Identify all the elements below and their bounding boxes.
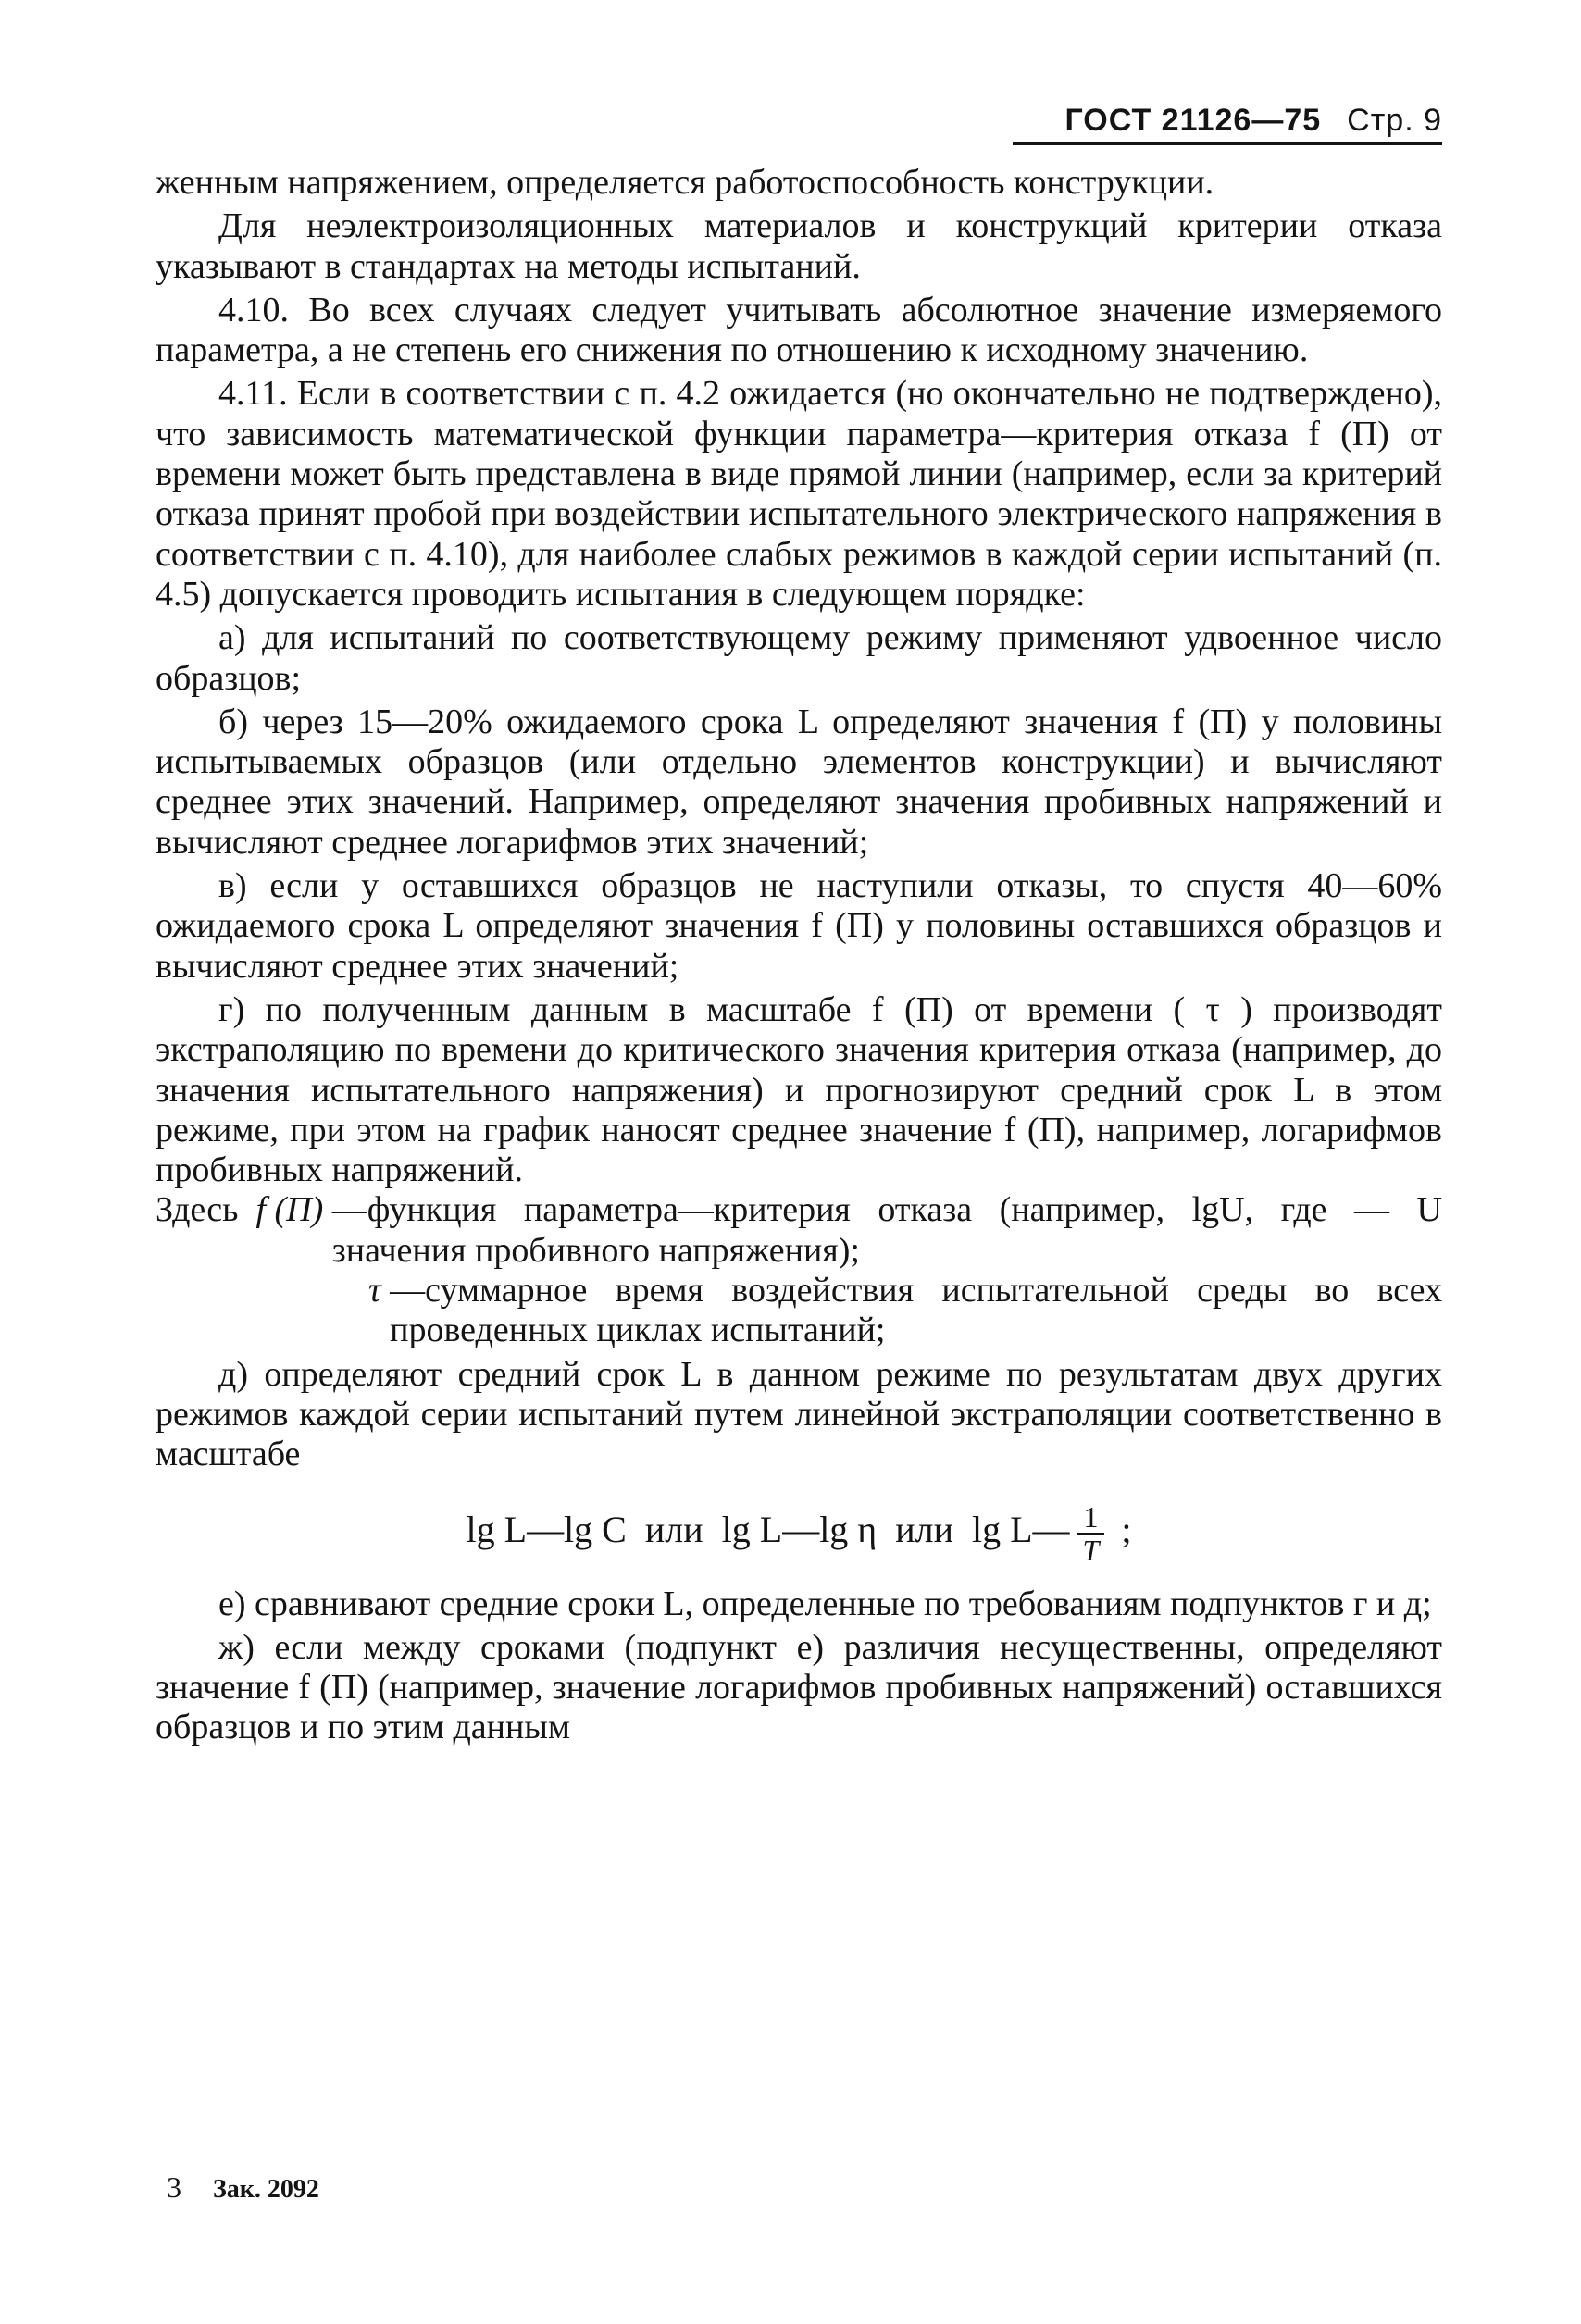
paragraph-criteria: Для неэлектроизоляционных материалов и конструкций критерии отказа указывают в стандартах на методы испытаний.	[156, 206, 1442, 286]
item-b: б) через 15—20% ожидаемого срока L определяют значения f (П) у половины испытываемых образцов (или отдельно элементов конструкции) и вычисляют среднее этих значений. Например, определяют значения пробивных напряжений и вычисляют среднее логарифмов этих значений;	[156, 702, 1442, 862]
formula-end: ;	[1121, 1508, 1132, 1550]
fraction-denominator: T	[1082, 1533, 1100, 1567]
definitions	[156, 1190, 1442, 1350]
definition-symbol-tau: τ	[368, 1271, 381, 1311]
clause-4-11: 4.11. Если в соответствии с п. 4.2 ожидается (но окончательно не подтверждено), что зависимость математической функции параметра—критерия отказа f (П) от времени может быть представлена в виде прямой линии (например, если за критерий отказа принят пробой при воздействии испытательного электрического напряжения в соответствии с п. 4.10), для наиболее слабых режимов в каждой серии испытаний (п. 4.5) допускается проводить испытания в следующем порядке:	[156, 374, 1442, 614]
body-text	[156, 163, 1442, 1748]
sheet-number: 3	[167, 2170, 181, 2204]
formula-or-1: или	[644, 1508, 703, 1550]
clause-4-10: 4.10. Во всех случаях следует учитывать абсолютное значение измеряемого параметра, а не степень его снижения по отношению к исходному значению.	[156, 290, 1442, 370]
formula-part-a: lg L—lg C	[466, 1508, 627, 1550]
item-a: а) для испытаний по соответствующему режиму применяют удвоенное число образцов;	[156, 618, 1442, 698]
formula-scales	[156, 1501, 1442, 1566]
formula-part-b: lg L—lg η	[721, 1508, 878, 1550]
definition-f-text: —функция параметра—критерия отказа (например, lgU, где — U значения пробивного напряжения);	[331, 1190, 1442, 1270]
item-d: д) определяют средний срок L в данном режиме по результатам двух других режимов каждой серии испытаний путем линейной экстраполяции соответственно в масштабе	[156, 1354, 1442, 1474]
standard-number: ГОСТ 21126—75	[1064, 102, 1322, 138]
fraction-numerator: 1	[1077, 1501, 1105, 1535]
header-rule	[1013, 142, 1442, 145]
item-e: е) сравнивают средние сроки L, определенные по требованиям подпунктов г и д;	[218, 1584, 1432, 1623]
page-number: Стр. 9	[1347, 102, 1442, 138]
definition-tau	[156, 1271, 1442, 1351]
formula-part-c: lg L—	[972, 1508, 1070, 1550]
formula-or-2: или	[895, 1508, 953, 1550]
definition-tau-text: —суммарное время воздействия испытательной среды во всех проведенных циклах испытаний;	[390, 1271, 1442, 1350]
formula-fraction	[1077, 1501, 1105, 1566]
order-number: Зак. 2092	[213, 2175, 319, 2204]
item-g: г) по полученным данным в масштабе f (П) от времени ( τ ) производят экстраполяцию по времени до критического значения критерия отказа (например, до значения испытательного напряжения) и прогнозируют средний срок L в этом режиме, при этом на график наносят среднее значение f (П), например, логарифмов пробивных напряжений.	[156, 989, 1442, 1190]
definitions-lead: Здесь f (П)	[156, 1190, 324, 1230]
item-v: в) если у оставшихся образцов не наступили отказы, то спустя 40—60% ожидаемого срока L определяют значения f (П) у половины оставшихся образцов и вычисляют среднее этих значений;	[156, 866, 1442, 986]
page-footer	[167, 2170, 319, 2205]
paragraph-continuation: женным напряжением, определяется работоспособность конструкции.	[156, 163, 1214, 202]
item-zh: ж) если между сроками (подпункт е) различия несущественны, определяют значение f (П) (например, значение логарифмов пробивных напряжений) оставшихся образцов и по этим данным	[156, 1627, 1442, 1747]
definition-symbol-f: f (П)	[255, 1190, 324, 1230]
page-header	[972, 93, 1442, 148]
definition-f	[156, 1190, 1442, 1271]
